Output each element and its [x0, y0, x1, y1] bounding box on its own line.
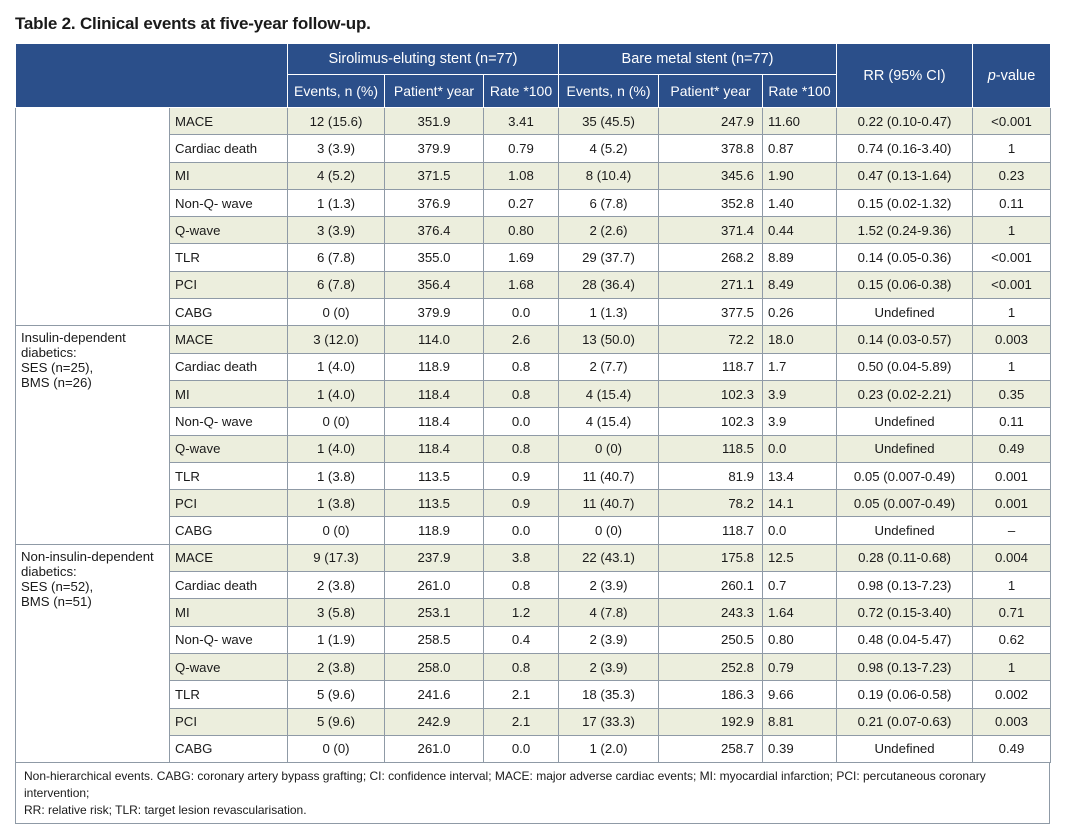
- group-label: [16, 108, 170, 326]
- cell-ses-patient-year: 114.0: [385, 326, 484, 353]
- cell-ses-rate: 0.8: [484, 435, 559, 462]
- cell-bms-rate: 13.4: [763, 462, 837, 489]
- cell-bms-events: 22 (43.1): [559, 544, 659, 571]
- cell-ses-patient-year: 356.4: [385, 271, 484, 298]
- cell-ses-events: 0 (0): [288, 299, 385, 326]
- table-row: [16, 299, 1051, 326]
- cell-ses-patient-year: 237.9: [385, 544, 484, 571]
- cell-rr: 0.19 (0.06-0.58): [837, 681, 973, 708]
- cell-ses-rate: 2.1: [484, 681, 559, 708]
- cell-ses-events: 3 (3.9): [288, 217, 385, 244]
- cell-bms-patient-year: 102.3: [659, 380, 763, 407]
- footnote-line: RR: relative risk; TLR: target lesion revascularisation.: [24, 803, 307, 818]
- table-row: [16, 572, 1051, 599]
- table-row: [16, 681, 1051, 708]
- cell-event: PCI: [170, 490, 288, 517]
- cell-bms-rate: 0.7: [763, 572, 837, 599]
- table-row: [16, 735, 1051, 762]
- cell-bms-events: 8 (10.4): [559, 162, 659, 189]
- cell-ses-events: 1 (3.8): [288, 490, 385, 517]
- cell-bms-patient-year: 371.4: [659, 217, 763, 244]
- cell-event: CABG: [170, 735, 288, 762]
- cell-event: Cardiac death: [170, 135, 288, 162]
- cell-bms-patient-year: 72.2: [659, 326, 763, 353]
- cell-event: PCI: [170, 271, 288, 298]
- cell-rr: 0.23 (0.02-2.21): [837, 380, 973, 407]
- cell-ses-rate: 1.69: [484, 244, 559, 271]
- header-bms-group: Bare metal stent (n=77): [559, 44, 837, 75]
- cell-pvalue: <0.001: [973, 108, 1051, 135]
- cell-rr: 0.15 (0.06-0.38): [837, 271, 973, 298]
- cell-pvalue: 1: [973, 572, 1051, 599]
- cell-bms-rate: 3.9: [763, 380, 837, 407]
- table-row: [16, 135, 1051, 162]
- table-title: Table 2. Clinical events at five-year follow-up.: [15, 14, 371, 33]
- group-label-line: diabetics:: [21, 345, 77, 361]
- cell-ses-events: 9 (17.3): [288, 544, 385, 571]
- header-pvalue-rest: -value: [995, 67, 1036, 84]
- cell-ses-events: 6 (7.8): [288, 271, 385, 298]
- cell-ses-events: 0 (0): [288, 517, 385, 544]
- cell-pvalue: 1: [973, 135, 1051, 162]
- cell-ses-patient-year: 253.1: [385, 599, 484, 626]
- cell-bms-rate: 1.64: [763, 599, 837, 626]
- cell-ses-rate: 0.8: [484, 353, 559, 380]
- cell-pvalue: 1: [973, 299, 1051, 326]
- cell-pvalue: <0.001: [973, 244, 1051, 271]
- table-row: [16, 490, 1051, 517]
- cell-bms-patient-year: 118.7: [659, 517, 763, 544]
- cell-bms-events: 4 (5.2): [559, 135, 659, 162]
- cell-rr: 0.98 (0.13-7.23): [837, 653, 973, 680]
- cell-ses-rate: 3.8: [484, 544, 559, 571]
- cell-ses-events: 3 (12.0): [288, 326, 385, 353]
- cell-bms-rate: 1.90: [763, 162, 837, 189]
- clinical-events-table: [15, 43, 1051, 763]
- cell-bms-rate: 11.60: [763, 108, 837, 135]
- cell-rr: 0.15 (0.02-1.32): [837, 189, 973, 216]
- cell-ses-patient-year: 261.0: [385, 572, 484, 599]
- group-label: [16, 544, 170, 762]
- cell-event: MACE: [170, 108, 288, 135]
- cell-bms-patient-year: 118.7: [659, 353, 763, 380]
- cell-bms-patient-year: 271.1: [659, 271, 763, 298]
- cell-bms-events: 6 (7.8): [559, 189, 659, 216]
- cell-ses-rate: 0.4: [484, 626, 559, 653]
- cell-ses-events: 1 (1.3): [288, 189, 385, 216]
- cell-ses-rate: 0.8: [484, 653, 559, 680]
- cell-ses-patient-year: 258.5: [385, 626, 484, 653]
- cell-pvalue: 0.71: [973, 599, 1051, 626]
- cell-pvalue: 1: [973, 217, 1051, 244]
- cell-ses-events: 12 (15.6): [288, 108, 385, 135]
- cell-rr: 0.47 (0.13-1.64): [837, 162, 973, 189]
- cell-pvalue: 0.23: [973, 162, 1051, 189]
- cell-ses-patient-year: 376.9: [385, 189, 484, 216]
- group-label-line: SES (n=25),: [21, 360, 94, 376]
- cell-rr: 0.48 (0.04-5.47): [837, 626, 973, 653]
- cell-pvalue: 0.62: [973, 626, 1051, 653]
- cell-rr: 0.14 (0.05-0.36): [837, 244, 973, 271]
- cell-bms-rate: 0.80: [763, 626, 837, 653]
- cell-bms-events: 2 (2.6): [559, 217, 659, 244]
- cell-bms-rate: 8.49: [763, 271, 837, 298]
- cell-ses-rate: 1.2: [484, 599, 559, 626]
- cell-ses-patient-year: 118.4: [385, 408, 484, 435]
- cell-event: Non-Q- wave: [170, 408, 288, 435]
- cell-event: Non-Q- wave: [170, 626, 288, 653]
- cell-bms-patient-year: 352.8: [659, 189, 763, 216]
- cell-bms-patient-year: 118.5: [659, 435, 763, 462]
- cell-ses-patient-year: 258.0: [385, 653, 484, 680]
- cell-ses-patient-year: 371.5: [385, 162, 484, 189]
- cell-pvalue: <0.001: [973, 271, 1051, 298]
- cell-bms-events: 13 (50.0): [559, 326, 659, 353]
- cell-ses-events: 1 (4.0): [288, 435, 385, 462]
- cell-event: MACE: [170, 326, 288, 353]
- cell-ses-events: 1 (4.0): [288, 353, 385, 380]
- table-row: [16, 162, 1051, 189]
- table-row: [16, 708, 1051, 735]
- cell-ses-events: 2 (3.8): [288, 572, 385, 599]
- cell-ses-events: 5 (9.6): [288, 681, 385, 708]
- header-ses-patient-year: Patient* year: [385, 75, 484, 108]
- group-label-line: Insulin-dependent: [21, 330, 126, 346]
- cell-bms-rate: 0.79: [763, 653, 837, 680]
- cell-pvalue: 0.35: [973, 380, 1051, 407]
- cell-bms-patient-year: 250.5: [659, 626, 763, 653]
- cell-bms-rate: 8.89: [763, 244, 837, 271]
- cell-bms-patient-year: 192.9: [659, 708, 763, 735]
- cell-bms-events: 2 (3.9): [559, 653, 659, 680]
- cell-bms-events: 29 (37.7): [559, 244, 659, 271]
- cell-ses-rate: 0.79: [484, 135, 559, 162]
- cell-pvalue: 0.11: [973, 408, 1051, 435]
- header-bms-patient-year: Patient* year: [659, 75, 763, 108]
- cell-bms-patient-year: 260.1: [659, 572, 763, 599]
- cell-ses-events: 3 (5.8): [288, 599, 385, 626]
- cell-bms-patient-year: 78.2: [659, 490, 763, 517]
- cell-bms-patient-year: 247.9: [659, 108, 763, 135]
- cell-bms-patient-year: 268.2: [659, 244, 763, 271]
- cell-ses-events: 1 (1.9): [288, 626, 385, 653]
- cell-rr: Undefined: [837, 408, 973, 435]
- cell-bms-events: 4 (15.4): [559, 380, 659, 407]
- cell-bms-rate: 1.40: [763, 189, 837, 216]
- cell-event: MI: [170, 162, 288, 189]
- cell-pvalue: 1: [973, 353, 1051, 380]
- group-label-line: BMS (n=51): [21, 593, 92, 609]
- table-body: [16, 108, 1051, 763]
- cell-event: Cardiac death: [170, 353, 288, 380]
- cell-bms-rate: 0.39: [763, 735, 837, 762]
- cell-rr: 0.28 (0.11-0.68): [837, 544, 973, 571]
- cell-event: MI: [170, 380, 288, 407]
- cell-ses-patient-year: 118.9: [385, 517, 484, 544]
- cell-bms-rate: 0.26: [763, 299, 837, 326]
- cell-ses-patient-year: 351.9: [385, 108, 484, 135]
- cell-ses-rate: 0.8: [484, 380, 559, 407]
- cell-rr: 0.22 (0.10-0.47): [837, 108, 973, 135]
- cell-rr: 0.50 (0.04-5.89): [837, 353, 973, 380]
- cell-bms-patient-year: 258.7: [659, 735, 763, 762]
- table-row: [16, 217, 1051, 244]
- table-header: [16, 44, 1051, 108]
- cell-ses-rate: 0.0: [484, 735, 559, 762]
- table-row: [16, 244, 1051, 271]
- group-label-line: SES (n=52),: [21, 578, 94, 594]
- cell-ses-rate: 1.08: [484, 162, 559, 189]
- cell-ses-events: 4 (5.2): [288, 162, 385, 189]
- header-bms-rate: Rate *100: [763, 75, 837, 108]
- cell-event: MACE: [170, 544, 288, 571]
- cell-bms-patient-year: 378.8: [659, 135, 763, 162]
- cell-rr: Undefined: [837, 299, 973, 326]
- group-label-line: diabetics:: [21, 563, 77, 579]
- cell-ses-rate: 0.0: [484, 299, 559, 326]
- cell-event: TLR: [170, 681, 288, 708]
- cell-event: Q-wave: [170, 435, 288, 462]
- cell-ses-rate: 0.9: [484, 462, 559, 489]
- cell-ses-patient-year: 379.9: [385, 135, 484, 162]
- footnote-line: Non-hierarchical events. CABG: coronary artery bypass grafting; CI: confidence interval; MACE: major adverse cardiac events; MI: myocardial infarction; PCI: percutaneous coronary intervention;: [24, 769, 986, 801]
- cell-rr: 0.05 (0.007-0.49): [837, 490, 973, 517]
- cell-rr: 0.05 (0.007-0.49): [837, 462, 973, 489]
- cell-pvalue: 0.49: [973, 735, 1051, 762]
- header-rr: RR (95% CI): [837, 44, 973, 108]
- header-blank: [16, 44, 288, 108]
- table-row: [16, 408, 1051, 435]
- table-footnote: [15, 763, 1050, 824]
- cell-ses-events: 0 (0): [288, 408, 385, 435]
- cell-bms-rate: 0.44: [763, 217, 837, 244]
- cell-ses-events: 1 (3.8): [288, 462, 385, 489]
- table-row: [16, 653, 1051, 680]
- cell-ses-events: 2 (3.8): [288, 653, 385, 680]
- table-row: [16, 626, 1051, 653]
- cell-ses-rate: 3.41: [484, 108, 559, 135]
- cell-bms-patient-year: 102.3: [659, 408, 763, 435]
- cell-pvalue: –: [973, 517, 1051, 544]
- cell-bms-rate: 8.81: [763, 708, 837, 735]
- cell-ses-patient-year: 355.0: [385, 244, 484, 271]
- cell-bms-rate: 1.7: [763, 353, 837, 380]
- table-row: [16, 462, 1051, 489]
- table-row: [16, 271, 1051, 298]
- header-ses-events: Events, n (%): [288, 75, 385, 108]
- cell-pvalue: 0.001: [973, 462, 1051, 489]
- cell-bms-patient-year: 175.8: [659, 544, 763, 571]
- cell-ses-rate: 0.0: [484, 408, 559, 435]
- cell-bms-events: 2 (7.7): [559, 353, 659, 380]
- cell-ses-patient-year: 113.5: [385, 490, 484, 517]
- cell-ses-rate: 2.6: [484, 326, 559, 353]
- group-label-line: Non-insulin-dependent: [21, 548, 154, 564]
- header-pvalue: [973, 44, 1051, 108]
- cell-event: CABG: [170, 299, 288, 326]
- table-row: [16, 108, 1051, 135]
- table-row: [16, 435, 1051, 462]
- cell-ses-events: 0 (0): [288, 735, 385, 762]
- cell-bms-events: 11 (40.7): [559, 462, 659, 489]
- cell-ses-patient-year: 118.9: [385, 353, 484, 380]
- cell-bms-events: 1 (1.3): [559, 299, 659, 326]
- cell-bms-patient-year: 186.3: [659, 681, 763, 708]
- table-container: [15, 43, 1050, 824]
- cell-bms-rate: 0.0: [763, 517, 837, 544]
- cell-ses-patient-year: 113.5: [385, 462, 484, 489]
- cell-event: TLR: [170, 244, 288, 271]
- cell-bms-events: 0 (0): [559, 517, 659, 544]
- cell-bms-patient-year: 377.5: [659, 299, 763, 326]
- cell-ses-rate: 0.80: [484, 217, 559, 244]
- cell-ses-rate: 0.27: [484, 189, 559, 216]
- group-label-line: BMS (n=26): [21, 375, 92, 391]
- cell-rr: Undefined: [837, 517, 973, 544]
- cell-pvalue: 0.49: [973, 435, 1051, 462]
- cell-ses-patient-year: 118.4: [385, 435, 484, 462]
- cell-rr: 0.14 (0.03-0.57): [837, 326, 973, 353]
- cell-event: Non-Q- wave: [170, 189, 288, 216]
- cell-rr: 0.72 (0.15-3.40): [837, 599, 973, 626]
- cell-bms-patient-year: 252.8: [659, 653, 763, 680]
- cell-rr: 1.52 (0.24-9.36): [837, 217, 973, 244]
- cell-event: MI: [170, 599, 288, 626]
- cell-ses-patient-year: 118.4: [385, 380, 484, 407]
- cell-ses-events: 1 (4.0): [288, 380, 385, 407]
- table-row: [16, 599, 1051, 626]
- cell-rr: 0.21 (0.07-0.63): [837, 708, 973, 735]
- table-row: [16, 544, 1051, 571]
- cell-bms-events: 0 (0): [559, 435, 659, 462]
- cell-rr: 0.98 (0.13-7.23): [837, 572, 973, 599]
- cell-ses-patient-year: 261.0: [385, 735, 484, 762]
- header-bms-events: Events, n (%): [559, 75, 659, 108]
- cell-ses-patient-year: 241.6: [385, 681, 484, 708]
- cell-ses-rate: 0.8: [484, 572, 559, 599]
- cell-bms-events: 2 (3.9): [559, 572, 659, 599]
- header-pvalue-italic: p: [987, 67, 996, 84]
- cell-bms-rate: 0.0: [763, 435, 837, 462]
- cell-bms-events: 1 (2.0): [559, 735, 659, 762]
- cell-bms-rate: 18.0: [763, 326, 837, 353]
- cell-bms-events: 4 (15.4): [559, 408, 659, 435]
- cell-event: Q-wave: [170, 653, 288, 680]
- header-ses-rate: Rate *100: [484, 75, 559, 108]
- cell-ses-events: 5 (9.6): [288, 708, 385, 735]
- cell-rr: Undefined: [837, 735, 973, 762]
- cell-event: CABG: [170, 517, 288, 544]
- cell-pvalue: 0.004: [973, 544, 1051, 571]
- cell-bms-patient-year: 345.6: [659, 162, 763, 189]
- cell-bms-rate: 3.9: [763, 408, 837, 435]
- cell-ses-patient-year: 376.4: [385, 217, 484, 244]
- cell-bms-events: 4 (7.8): [559, 599, 659, 626]
- table-row: [16, 189, 1051, 216]
- cell-event: Q-wave: [170, 217, 288, 244]
- cell-bms-rate: 14.1: [763, 490, 837, 517]
- cell-rr: Undefined: [837, 435, 973, 462]
- cell-bms-events: 28 (36.4): [559, 271, 659, 298]
- cell-pvalue: 0.002: [973, 681, 1051, 708]
- cell-pvalue: 0.11: [973, 189, 1051, 216]
- cell-ses-rate: 0.9: [484, 490, 559, 517]
- cell-ses-events: 6 (7.8): [288, 244, 385, 271]
- cell-bms-events: 11 (40.7): [559, 490, 659, 517]
- cell-ses-rate: 2.1: [484, 708, 559, 735]
- table-row: [16, 517, 1051, 544]
- cell-bms-rate: 9.66: [763, 681, 837, 708]
- cell-bms-patient-year: 243.3: [659, 599, 763, 626]
- table-row: [16, 326, 1051, 353]
- cell-event: Cardiac death: [170, 572, 288, 599]
- cell-bms-events: 17 (33.3): [559, 708, 659, 735]
- cell-pvalue: 0.003: [973, 326, 1051, 353]
- cell-event: TLR: [170, 462, 288, 489]
- table-row: [16, 380, 1051, 407]
- cell-bms-events: 18 (35.3): [559, 681, 659, 708]
- cell-pvalue: 1: [973, 653, 1051, 680]
- cell-ses-patient-year: 242.9: [385, 708, 484, 735]
- cell-bms-events: 2 (3.9): [559, 626, 659, 653]
- cell-ses-patient-year: 379.9: [385, 299, 484, 326]
- cell-ses-events: 3 (3.9): [288, 135, 385, 162]
- table-row: [16, 353, 1051, 380]
- cell-pvalue: 0.001: [973, 490, 1051, 517]
- cell-ses-rate: 0.0: [484, 517, 559, 544]
- cell-ses-rate: 1.68: [484, 271, 559, 298]
- cell-bms-rate: 12.5: [763, 544, 837, 571]
- header-ses-group: Sirolimus-eluting stent (n=77): [288, 44, 559, 75]
- cell-bms-rate: 0.87: [763, 135, 837, 162]
- cell-event: PCI: [170, 708, 288, 735]
- cell-rr: 0.74 (0.16-3.40): [837, 135, 973, 162]
- cell-bms-patient-year: 81.9: [659, 462, 763, 489]
- cell-bms-events: 35 (45.5): [559, 108, 659, 135]
- cell-pvalue: 0.003: [973, 708, 1051, 735]
- group-label: [16, 326, 170, 544]
